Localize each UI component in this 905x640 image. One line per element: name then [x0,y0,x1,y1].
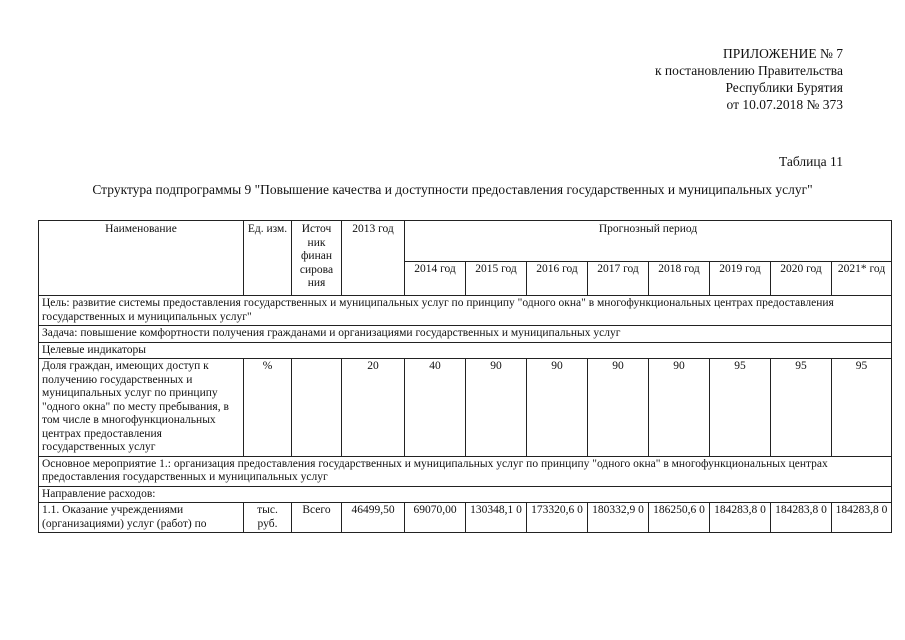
indicator-value: 90 [588,359,649,457]
header-source: Источ ник финан сирова ния [292,221,342,296]
header-year: 2021* год [832,262,892,296]
appendix-header [655,45,843,113]
indicator-value: 95 [832,359,892,457]
indicator-value: 20 [342,359,405,457]
indicator-row [39,359,892,457]
header-forecast: Прогнозный период [405,221,892,262]
header-year: 2016 год [527,262,588,296]
item-name: 1.1. Оказание учреждениями (организациями) услуг (работ) по [39,503,244,533]
header-year: 2014 год [405,262,466,296]
appendix-number: ПРИЛОЖЕНИЕ № 7 [722,46,843,61]
indicator-value: 40 [405,359,466,457]
indicator-value: 95 [771,359,832,457]
item-value: 173320,6 0 [527,503,588,533]
item-value: 130348,1 0 [466,503,527,533]
document-title: Структура подпрограммы 9 "Повышение качества и доступности предоставления государственных и муниципальных услуг" [92,182,813,197]
task-row [39,326,892,343]
table-label: Таблица 11 [779,154,843,169]
header-row-1 [39,221,892,262]
main-event-row [39,456,892,486]
appendix-decree: к постановлению Правительства [654,63,843,78]
item-source: Всего [292,503,342,533]
appendix-date: от 10.07.2018 № 373 [726,97,843,112]
subprogram-table [38,220,892,533]
indicator-value: 90 [466,359,527,457]
header-name: Наименование [39,221,244,296]
appendix-republic: Республики Бурятия [725,80,843,95]
indicator-value: 90 [649,359,710,457]
item-value: 184283,8 0 [771,503,832,533]
indicator-name: Доля граждан, имеющих доступ к получению государственных и муниципальных услуг по принципу "одного окна" по месту пребывания, в том числе в многофункциональных центрах предоставления государственных услуг [39,359,244,457]
item-value: 186250,6 0 [649,503,710,533]
header-year: 2018 год [649,262,710,296]
header-year: 2020 год [771,262,832,296]
goal-row [39,296,892,326]
indicator-value: 95 [710,359,771,457]
indicator-unit: % [244,359,292,457]
header-year: 2017 год [588,262,649,296]
goal-text: Цель: развитие системы предоставления государственных и муниципальных услуг по принципу "одного окна" в многофункциональных центрах предоставления государственных и муниципальных услуг" [39,296,892,326]
task-text: Задача: повышение комфортности получения гражданами и организациями государственных и муниципальных услуг [39,326,892,343]
header-year: 2019 год [710,262,771,296]
direction-text: Направление расходов: [39,486,892,503]
header-2013: 2013 год [342,221,405,296]
item-unit: тыс. руб. [244,503,292,533]
item-value: 46499,50 [342,503,405,533]
item-value: 69070,00 [405,503,466,533]
item-row [39,503,892,533]
indicator-value: 90 [527,359,588,457]
direction-row [39,486,892,503]
item-value: 184283,8 0 [710,503,771,533]
indicators-row [39,342,892,359]
header-year: 2015 год [466,262,527,296]
item-value: 184283,8 0 [832,503,892,533]
item-value: 180332,9 0 [588,503,649,533]
indicators-text: Целевые индикаторы [39,342,892,359]
header-unit: Ед. изм. [244,221,292,296]
indicator-source [292,359,342,457]
main-event-text: Основное мероприятие 1.: организация предоставления государственных и муниципальных услуг по принципу "одного окна" в многофункциональных центрах предоставления государственных и муниципальных услуг [39,456,892,486]
